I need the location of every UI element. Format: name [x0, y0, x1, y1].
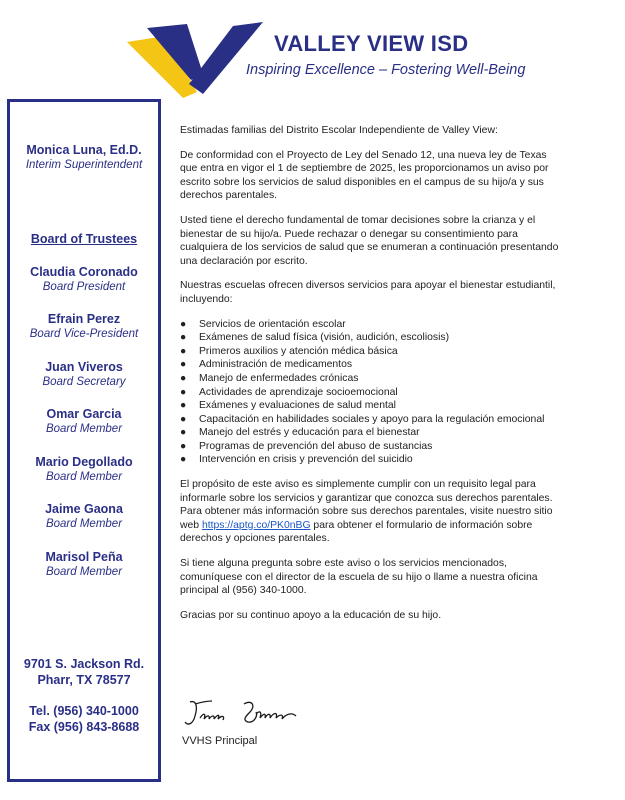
bullet-icon: ●: [180, 427, 187, 439]
signer-title: VVHS Principal: [182, 735, 258, 747]
board-member-role: Board Member: [45, 518, 123, 530]
paragraph: Si tiene alguna pregunta sobre este aviso o los servicios mencionados, comuníquese con el director de la escuela de su hijo o llame a nuestra oficina principal al (956) 340-1000.: [180, 558, 538, 597]
address-line: 9701 S. Jackson Rd.: [23, 657, 145, 671]
list-item: ● Primeros auxilios y atención médica básica: [180, 345, 398, 357]
board-member-name: Marisol Peña: [45, 550, 123, 564]
bullet-icon: ●: [180, 332, 187, 344]
superintendent-title: Interim Superintendent: [25, 159, 143, 171]
board-member-name: Efrain Perez: [47, 312, 121, 326]
sidebar: [7, 99, 161, 782]
paragraph: Nuestras escuelas ofrecen diversos servicios para apoyar el bienestar estudiantil, incluyendo:: [180, 280, 556, 305]
paragraph: Usted tiene el derecho fundamental de tomar decisiones sobre la crianza y el bienestar de su hijo/a. Puede rechazar o denegar su consentimiento para cualquiera de los servicios de salud que se enumeran a continuación presentando una declaración por escrito.: [180, 214, 559, 267]
letterhead: [0, 0, 625, 100]
board-member-name: Juan Viveros: [45, 360, 123, 374]
greeting: Estimadas familias del Distrito Escolar Independiente de Valley View:: [180, 125, 498, 136]
board-member-name: Omar Garcia: [46, 407, 122, 421]
board-member-name: Mario Degollado: [35, 455, 133, 469]
list-item: ● Exámenes y evaluaciones de salud mental: [180, 400, 396, 412]
list-item: ● Exámenes de salud física (visión, audición, escoliosis): [180, 332, 450, 344]
district-tagline: Inspiring Excellence – Fostering Well-Being: [246, 62, 526, 78]
paragraph: El propósito de este aviso es simplemente cumplir con un requisito legal para informarle sobre los servicios y garantizar que conozca sus derechos parentales. Para obtener más información sobre sus derechos parentales, visite nuestro sitio web https://aptg.co/PK0nBG para obtener el formulario de información sobre derechos y opciones parentales.: [180, 479, 553, 545]
list-item: ● Manejo de enfermedades crónicas: [180, 372, 359, 384]
bullet-icon: ●: [180, 454, 187, 466]
board-member-role: Board Member: [45, 566, 123, 578]
board-heading: Board of Trustees: [30, 232, 138, 246]
address-line: Pharr, TX 78577: [37, 673, 131, 687]
list-item: ● Programas de prevención del abuso de sustancias: [180, 440, 433, 452]
list-item: ● Intervención en crisis y prevención del suicidio: [180, 454, 413, 466]
letter-body: [180, 124, 560, 633]
board-member-name: Claudia Coronado: [30, 265, 138, 279]
board-member-role: Board Vice-President: [29, 328, 139, 340]
bullet-icon: ●: [180, 359, 187, 371]
signature: [182, 696, 312, 730]
fax-number: Fax (956) 843-8688: [28, 720, 140, 734]
board-member-role: Board Secretary: [42, 376, 126, 388]
bullet-icon: ●: [180, 440, 187, 452]
paragraph: De conformidad con el Proyecto de Ley del Senado 12, una nueva ley de Texas que entra en vigor el 1 de septiembre de 2025, les proporcionamos un aviso por escrito sobre los servicios de salud disponibles en el campus de su hijo/a y sus derechos parentales.: [180, 149, 549, 202]
board-member-role: Board President: [42, 281, 126, 293]
list-item: ● Capacitación en habilidades sociales y apoyo para la regulación emocional: [180, 413, 545, 425]
parental-rights-link[interactable]: https://aptg.co/PK0nBG: [201, 519, 311, 531]
bullet-icon: ●: [180, 413, 187, 425]
phone-number: Tel. (956) 340-1000: [29, 704, 139, 718]
board-member-role: Board Member: [45, 471, 123, 483]
closing: Gracias por su continuo apoyo a la educación de su hijo.: [180, 609, 442, 621]
list-item: ● Administración de medicamentos: [180, 359, 353, 371]
list-item: ● Manejo del estrés y educación para el bienestar: [180, 427, 420, 439]
bullet-icon: ●: [180, 400, 187, 412]
valley-view-logo-icon: [125, 14, 265, 99]
district-name: VALLEY VIEW ISD: [274, 31, 469, 56]
bullet-icon: ●: [180, 345, 187, 357]
board-member-role: Board Member: [45, 423, 123, 435]
bullet-icon: ●: [180, 318, 187, 330]
list-item: ● Actividades de aprendizaje socioemocional: [180, 386, 398, 398]
board-member-name: Jaime Gaona: [45, 502, 123, 516]
bullet-icon: ●: [180, 386, 187, 398]
services-list: [180, 318, 560, 468]
superintendent-name: Monica Luna, Ed.D.: [26, 143, 142, 157]
list-item: ● Servicios de orientación escolar: [180, 318, 346, 330]
bullet-icon: ●: [180, 372, 187, 384]
